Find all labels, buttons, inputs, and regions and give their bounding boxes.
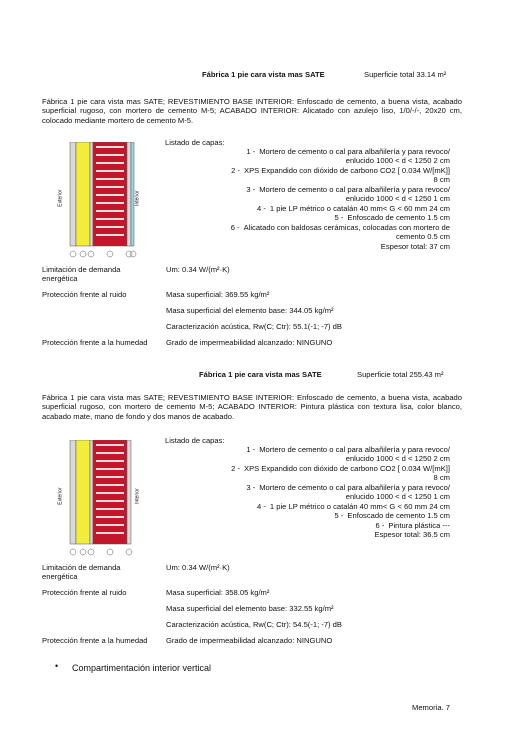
prop-value: Um: 0.34 W/(m²·K) [166,265,230,274]
layer-row [160,204,450,213]
layer-text: cemento 0.5 cm [395,232,450,242]
layer-text: Mortero de cemento o cal para albañilería y para revoco/ [259,184,450,194]
layer-row [160,147,450,156]
layers-title: Listado de capas: [165,436,225,445]
prop-value: Masa superficial: 358.05 kg/m² [166,588,270,597]
prop-label: Protección frente a la humedad [42,338,148,347]
layer-number: 6 - [375,520,385,530]
layer-row [160,185,450,194]
page-footer: Memoria. 7 [412,703,450,712]
layer-text: 8 cm [433,175,450,185]
layer-text: Espesor total: 37 cm [380,241,450,251]
layer-text: 1 pie LP métrico o catalán 40 mm< G < 60 mm 24 cm [269,203,450,213]
layer-text: Enfoscado de cemento 1.5 cm [347,511,450,521]
layers-list [160,147,450,251]
bullet-icon: • [55,661,59,671]
layer-text: Enfoscado de cemento 1.5 cm [347,213,450,223]
layer-number: 3 - [246,482,256,492]
layer-row [160,175,450,184]
layer-number: 2 - [231,463,240,473]
layer-row [160,511,450,520]
prop-value: Masa superficial del elemento base: 332.55 kg/m² [166,604,334,613]
exterior-label: Exterior [57,487,64,505]
layer-row [160,502,450,511]
bullet-heading: Compartimentación interior vertical [72,663,212,673]
prop-label: Limitación de demanda energética [42,265,121,284]
prop-label: Protección frente a la humedad [42,636,148,645]
layer-row [160,464,450,473]
layer-row [160,156,450,165]
section-description: Fábrica 1 pie cara vista mas SATE; REVESTIMIENTO BASE INTERIOR: Enfoscado de cemento, a buena vista, acabado superficial rugoso, con mortero de cemento M-5; ACABADO INTERIOR: Pintura plástica con textura lisa, color blanco, acabado mate, mano de fondo y dos manos de acabado. [42,393,462,421]
layer-text: Mortero de cemento o cal para albañilería y para revoco/ [259,482,450,492]
prop-value: Caracterización acústica, Rw(C; Ctr): 54.5(-1; -7) dB [166,620,342,629]
layer-row [160,166,450,175]
layer-number: 5 - [334,213,344,223]
prop-label: Limitación de demanda energética [42,563,121,582]
prop-value: Masa superficial: 369.55 kg/m² [166,290,270,299]
layer-row [160,213,450,222]
layer-row [160,521,450,530]
layer-text: Espesor total: 36.5 cm [374,530,450,540]
layer-text: Mortero de cemento o cal para albañilería y para revoco/ [259,445,450,454]
layer-number: 2 - [231,165,240,175]
layers-title: Listado de capas: [165,138,225,147]
surface-total: Superficie total 255.43 m² [357,370,444,379]
surface-total: Superficie total 33.14 m² [364,70,447,79]
section-title: Fábrica 1 pie cara vista mas SATE [199,370,322,379]
layer-text: Alicatado con baldosas cerámicas, colocadas con mortero de [243,222,450,232]
layer-text: Pintura plástica --- [388,520,450,530]
layer-number: 6 - [230,222,240,232]
exterior-label: Exterior [57,189,64,207]
layer-number: 5 - [334,511,344,521]
prop-label: Protección frente al ruido [42,588,127,597]
layer-row [160,473,450,482]
layer-number: 4 - [257,203,266,213]
total-thickness [160,530,450,539]
layer-row [160,194,450,203]
prop-value: Caracterización acústica, Rw(C; Ctr): 55.1(-1; -7) dB [166,322,342,331]
layer-row [160,445,450,454]
layer-number: 3 - [246,184,256,194]
total-thickness [160,242,450,251]
layers-list [160,445,450,540]
section-title: Fábrica 1 pie cara vista mas SATE [202,70,325,79]
layer-text: enlucido 1000 < d < 1250 2 cm [345,454,450,464]
interior-label: Interior [134,190,141,206]
layer-text: enlucido 1000 < d < 1250 1 cm [345,492,450,502]
layer-row [160,223,450,232]
interior-label: Interior [134,488,141,504]
layer-row [160,454,450,463]
layer-number: 1 - [246,147,256,156]
layer-row [160,483,450,492]
layer-number: 1 - [246,445,256,454]
layer-text: enlucido 1000 < d < 1250 1 cm [345,194,450,204]
section-description: Fábrica 1 pie cara vista mas SATE; REVESTIMIENTO BASE INTERIOR: Enfoscado de cemento, a buena vista, acabado superficial rugoso, con mortero de cemento M-5; ACABADO INTERIOR: Alicatado con azulejo liso, 1/0/-/-, 20x20 cm, colocado mediante mortero de cemento M-5. [42,97,462,125]
layer-number: 4 - [257,501,266,511]
layer-row [160,232,450,241]
layer-text: Mortero de cemento o cal para albañilería y para revoco/ [259,147,450,156]
layer-text: enlucido 1000 < d < 1250 2 cm [345,156,450,166]
layer-row [160,492,450,501]
layer-text: 1 pie LP métrico o catalán 40 mm< G < 60 mm 24 cm [269,501,450,511]
layer-text: XPS Expandido con dióxido de carbono CO2 [ 0.034 W/[mK]] [244,165,450,175]
prop-value: Um: 0.34 W/(m²·K) [166,563,230,572]
prop-label: Protección frente al ruido [42,290,127,299]
prop-value: Grado de impermeabilidad alcanzado: NINGUNO [166,338,333,347]
layer-text: 8 cm [433,473,450,483]
layer-text: XPS Expandido con dióxido de carbono CO2 [ 0.034 W/[mK]] [244,463,450,473]
prop-value: Grado de impermeabilidad alcanzado: NINGUNO [166,636,333,645]
prop-value: Masa superficial del elemento base: 344.05 kg/m² [166,306,334,315]
